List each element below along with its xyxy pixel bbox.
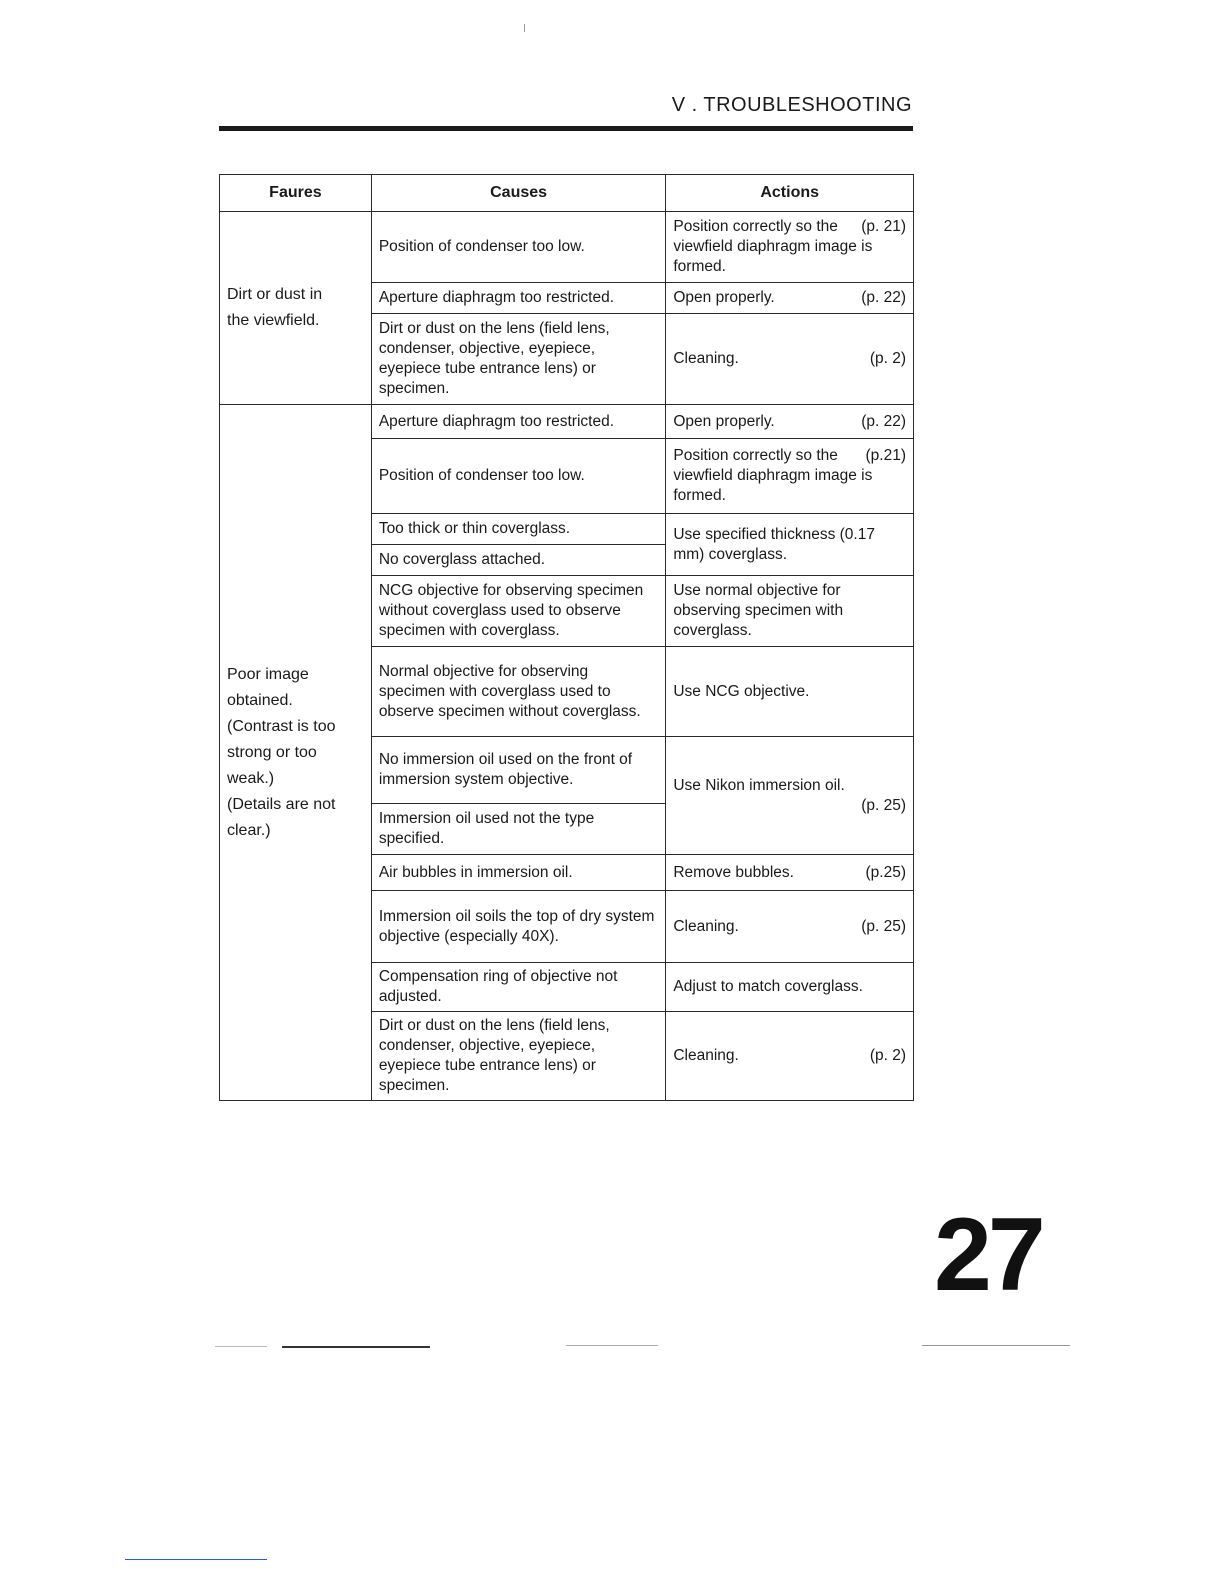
column-header-faults: Faures xyxy=(220,175,372,212)
page-reference: (p. 25) xyxy=(861,796,906,814)
cause-cell: Dirt or dust on the lens (field lens, condenser, objective, eyepiece, eyepiece tube entrance lens) or specimen. xyxy=(371,314,666,405)
action-cell xyxy=(666,405,914,439)
cause-cell: Dirt or dust on the lens (field lens, condenser, objective, eyepiece, eyepiece tube entrance lens) or specimen. xyxy=(371,1012,666,1101)
cause-cell: Immersion oil used not the type specified. xyxy=(371,804,666,855)
fault-line: weak.) xyxy=(227,769,275,787)
section-title: V . TROUBLESHOOTING xyxy=(671,94,912,116)
header-rule xyxy=(219,126,913,131)
action-cell xyxy=(666,1012,914,1101)
page-number: 27 xyxy=(934,1197,1042,1313)
action-text: Cleaning. xyxy=(673,917,739,935)
action-cell xyxy=(666,891,914,963)
column-header-causes: Causes xyxy=(371,175,666,212)
cause-cell: Aperture diaphragm too restricted. xyxy=(371,405,666,439)
cause-cell: Aperture diaphragm too restricted. xyxy=(371,283,666,314)
cause-cell: Position of condenser too low. xyxy=(371,439,666,514)
page-reference: (p.21) xyxy=(865,447,906,464)
scan-artifact-line xyxy=(282,1346,430,1348)
page-reference: (p. 2) xyxy=(869,1047,906,1064)
scan-mark xyxy=(524,24,525,32)
blue-underline xyxy=(125,1559,267,1560)
fault-line: (Contrast is too xyxy=(227,717,336,735)
table-row xyxy=(220,212,914,283)
action-text: Remove bubbles. xyxy=(673,863,794,881)
action-text: Position correctly so the viewfield diaphragm image is formed. xyxy=(673,218,873,275)
cause-cell: Immersion oil soils the top of dry system objective (especially 40X). xyxy=(371,891,666,963)
action-cell xyxy=(666,737,914,855)
cause-cell: Too thick or thin coverglass. xyxy=(371,514,666,545)
action-cell xyxy=(666,212,914,283)
page-reference: (p. 22) xyxy=(861,412,906,430)
action-cell: Use NCG objective. xyxy=(666,647,914,737)
fault-line: Dirt or dust in xyxy=(227,286,323,303)
scan-artifact-line xyxy=(566,1345,658,1346)
page-reference: (p. 21) xyxy=(861,218,906,235)
scan-artifact-line xyxy=(922,1345,1070,1346)
action-cell xyxy=(666,439,914,514)
page-reference: (p.25) xyxy=(865,863,906,881)
fault-line: the viewfield. xyxy=(227,312,320,329)
action-cell: Adjust to match coverglass. xyxy=(666,963,914,1012)
action-text: Open properly. xyxy=(673,289,775,306)
action-cell xyxy=(666,314,914,405)
action-cell: Use specified thickness (0.17 mm) coverglass. xyxy=(666,514,914,576)
fault-cell xyxy=(220,405,372,1101)
fault-line: Poor image xyxy=(227,665,309,683)
fault-line: strong or too xyxy=(227,743,317,761)
fault-cell xyxy=(220,212,372,405)
action-text: Open properly. xyxy=(673,412,775,430)
table-row xyxy=(220,405,914,439)
page-reference: (p. 22) xyxy=(861,289,906,306)
cause-cell: No coverglass attached. xyxy=(371,545,666,576)
cause-cell: Position of condenser too low. xyxy=(371,212,666,283)
action-text: Cleaning. xyxy=(673,350,739,367)
action-text: Position correctly so the viewfield diaphragm image is formed. xyxy=(673,447,873,504)
action-text: Use Nikon immersion oil. xyxy=(673,776,845,794)
cause-cell: Normal objective for observing specimen with coverglass used to observe specimen without coverglass. xyxy=(371,647,666,737)
action-text: Cleaning. xyxy=(673,1047,739,1064)
action-cell xyxy=(666,283,914,314)
fault-line: (Details are not xyxy=(227,795,336,813)
troubleshooting-table xyxy=(219,174,914,1101)
page-reference: (p. 25) xyxy=(861,917,906,935)
cause-cell: NCG objective for observing specimen without coverglass used to observe specimen with coverglass. xyxy=(371,576,666,647)
cause-cell: Compensation ring of objective not adjusted. xyxy=(371,963,666,1012)
page-reference: (p. 2) xyxy=(869,350,906,367)
column-header-actions: Actions xyxy=(666,175,914,212)
cause-cell: No immersion oil used on the front of immersion system objective. xyxy=(371,737,666,804)
cause-cell: Air bubbles in immersion oil. xyxy=(371,855,666,891)
scan-artifact-line xyxy=(215,1346,267,1347)
action-cell xyxy=(666,855,914,891)
table-header-row xyxy=(220,175,914,212)
fault-line: clear.) xyxy=(227,821,271,839)
fault-line: obtained. xyxy=(227,691,293,709)
action-cell: Use normal objective for observing specimen with coverglass. xyxy=(666,576,914,647)
